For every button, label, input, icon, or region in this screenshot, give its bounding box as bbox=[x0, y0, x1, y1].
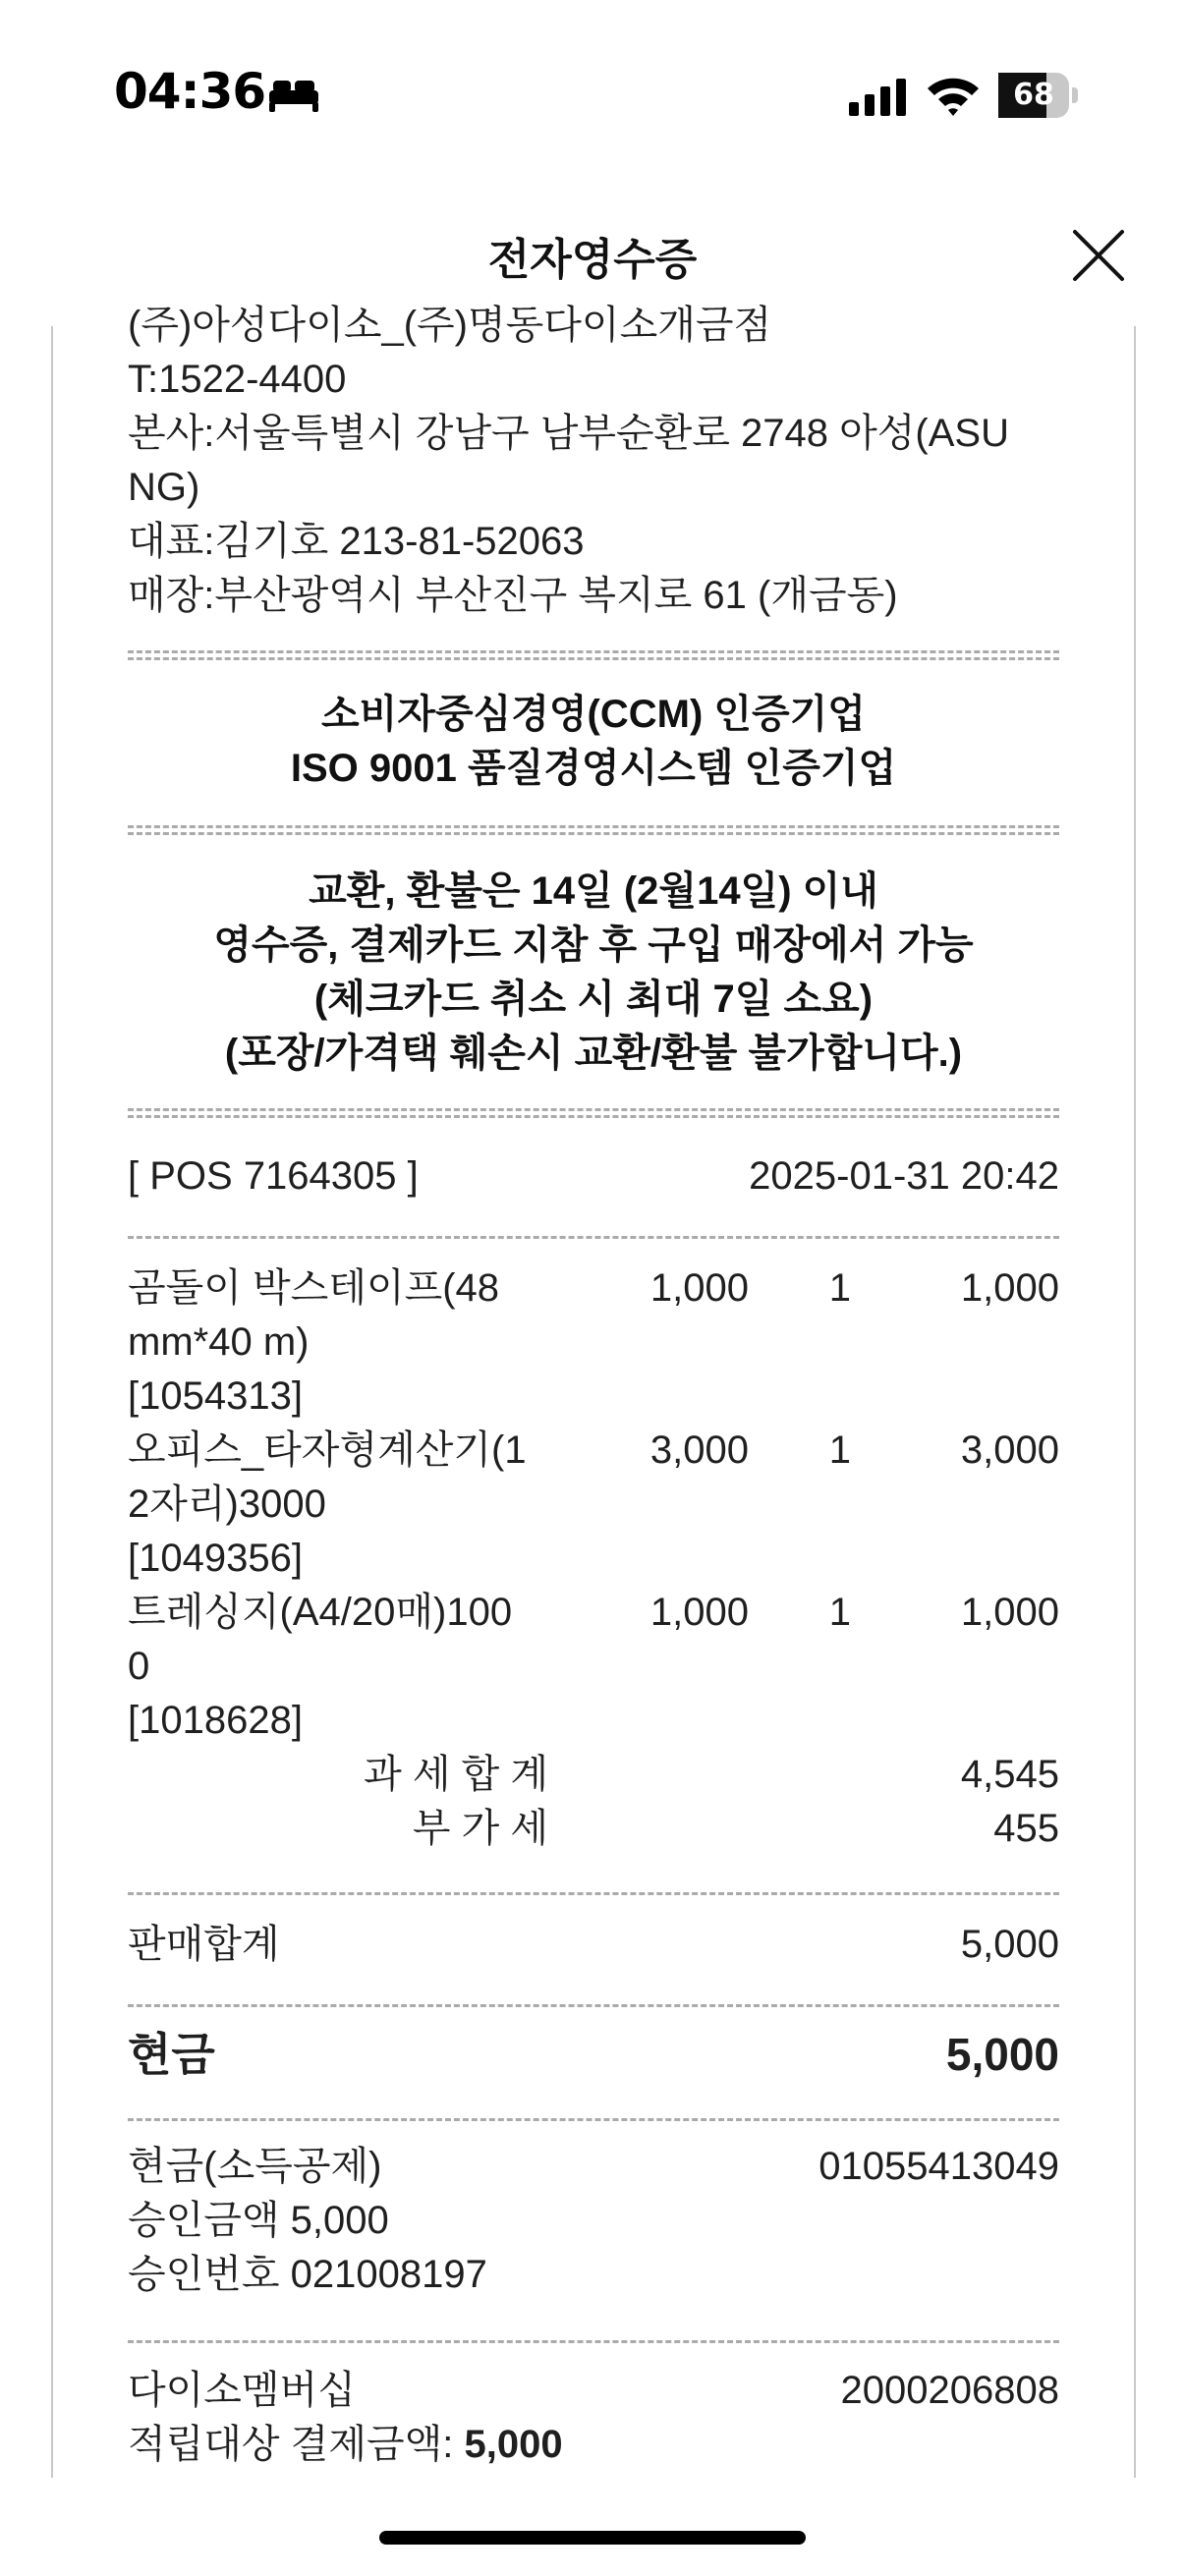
sales-total-row bbox=[128, 1918, 1059, 1972]
item-price: 3,000 bbox=[649, 1428, 749, 1472]
separator bbox=[128, 1108, 1059, 1118]
taxable-total-value: 4,545 bbox=[960, 1753, 1059, 1796]
battery-percent: 68 bbox=[1013, 78, 1054, 112]
battery-indicator bbox=[998, 73, 1077, 118]
cash-label: 현금 bbox=[128, 2029, 215, 2080]
item-amount: 1,000 bbox=[960, 1266, 1059, 1310]
hq-address-line1: 본사:서울특별시 강남구 남부순환로 2748 아성(ASU bbox=[128, 412, 1009, 455]
sales-total-value: 5,000 bbox=[960, 1923, 1059, 1966]
item-name: 오피스_타자형계산기(1 2자리)3000 [1049356] bbox=[128, 1424, 550, 1586]
cash-row bbox=[128, 2028, 1059, 2082]
item-price: 1,000 bbox=[649, 1591, 749, 1634]
item-price: 1,000 bbox=[649, 1266, 749, 1310]
list-item bbox=[128, 1424, 1059, 1586]
membership-label: 다이소멤버십 bbox=[128, 2369, 356, 2412]
home-indicator[interactable] bbox=[379, 2531, 806, 2545]
cellular-signal-icon bbox=[847, 79, 906, 116]
sales-total-label: 판매합계 bbox=[128, 1923, 280, 1966]
points-row bbox=[128, 2418, 1059, 2472]
cash-receipt-number: 01055413049 bbox=[818, 2145, 1059, 2188]
separator bbox=[128, 2340, 1059, 2343]
cash-receipt-label: 현금(소득공제) bbox=[128, 2145, 382, 2188]
approval-number: 승인번호 021008197 bbox=[128, 2253, 487, 2296]
item-name: 곰돌이 박스테이프(48 mm*40 m) [1054313] bbox=[128, 1261, 550, 1424]
pos-number: [ POS 7164305 ] bbox=[128, 1154, 419, 1198]
item-name: 트레싱지(A4/20매)100 0 [1018628] bbox=[128, 1586, 550, 1748]
cash-receipt-row bbox=[128, 2140, 1059, 2194]
item-qty: 1 bbox=[828, 1266, 851, 1310]
list-item bbox=[128, 1586, 1059, 1748]
item-qty: 1 bbox=[828, 1428, 851, 1472]
receipt-view[interactable] bbox=[51, 304, 1136, 2478]
cash-value: 5,000 bbox=[945, 2029, 1059, 2080]
separator bbox=[128, 825, 1059, 835]
policy-line-4: (포장/가격택 훼손시 교환/환불 불가합니다.) bbox=[224, 1032, 963, 1075]
approved-amount: 승인금액 5,000 bbox=[128, 2199, 389, 2242]
item-amount: 3,000 bbox=[960, 1428, 1059, 1472]
policy-line-2: 영수증, 결제카드 지참 후 구입 매장에서 가능 bbox=[213, 924, 974, 967]
ceo-info: 대표:김기호 213-81-52063 bbox=[128, 520, 585, 563]
transaction-datetime: 2025-01-31 20:42 bbox=[749, 1154, 1059, 1198]
vat-label: 부 가 세 bbox=[412, 1807, 548, 1850]
separator bbox=[128, 2118, 1059, 2121]
store-phone: T:1522-4400 bbox=[128, 358, 347, 401]
membership-row bbox=[128, 2364, 1059, 2418]
policy-line-3: (체크카드 취소 시 최대 7일 소요) bbox=[313, 978, 874, 1021]
list-item bbox=[128, 1261, 1059, 1424]
item-code: [1054313] bbox=[128, 1374, 303, 1418]
taxable-total-label: 과 세 합 계 bbox=[364, 1753, 548, 1796]
close-icon[interactable] bbox=[1071, 228, 1126, 283]
item-code: [1049356] bbox=[128, 1537, 303, 1580]
membership-number: 2000206808 bbox=[840, 2369, 1059, 2412]
status-bar bbox=[0, 0, 1185, 187]
cert-line-2: ISO 9001 품질경영시스템 인증기업 bbox=[290, 747, 897, 790]
sleep-focus-icon bbox=[265, 77, 322, 114]
vat-value: 455 bbox=[993, 1807, 1059, 1850]
points-value: 5,000 bbox=[464, 2423, 563, 2466]
separator bbox=[128, 1236, 1059, 1239]
pos-row bbox=[128, 1149, 1059, 1204]
separator bbox=[128, 2004, 1059, 2007]
points-label: 적립대상 결제금액: bbox=[128, 2423, 454, 2466]
page-title: 전자영수증 bbox=[487, 235, 698, 285]
item-amount: 1,000 bbox=[960, 1591, 1059, 1634]
separator bbox=[128, 650, 1059, 660]
separator bbox=[128, 1892, 1059, 1895]
item-code: [1018628] bbox=[128, 1699, 303, 1742]
store-address: 매장:부산광역시 부산진구 복지로 61 (개금동) bbox=[128, 574, 898, 617]
status-time: 04:36 bbox=[114, 63, 266, 120]
wifi-icon bbox=[926, 75, 981, 116]
hq-address-line2: NG) bbox=[128, 466, 200, 509]
item-qty: 1 bbox=[828, 1591, 851, 1634]
cert-line-1: 소비자중심경영(CCM) 인증기업 bbox=[321, 693, 866, 736]
policy-line-1: 교환, 환불은 14일 (2월14일) 이내 bbox=[309, 869, 878, 913]
store-name: (주)아성다이소_(주)명동다이소개금점 bbox=[128, 304, 772, 347]
